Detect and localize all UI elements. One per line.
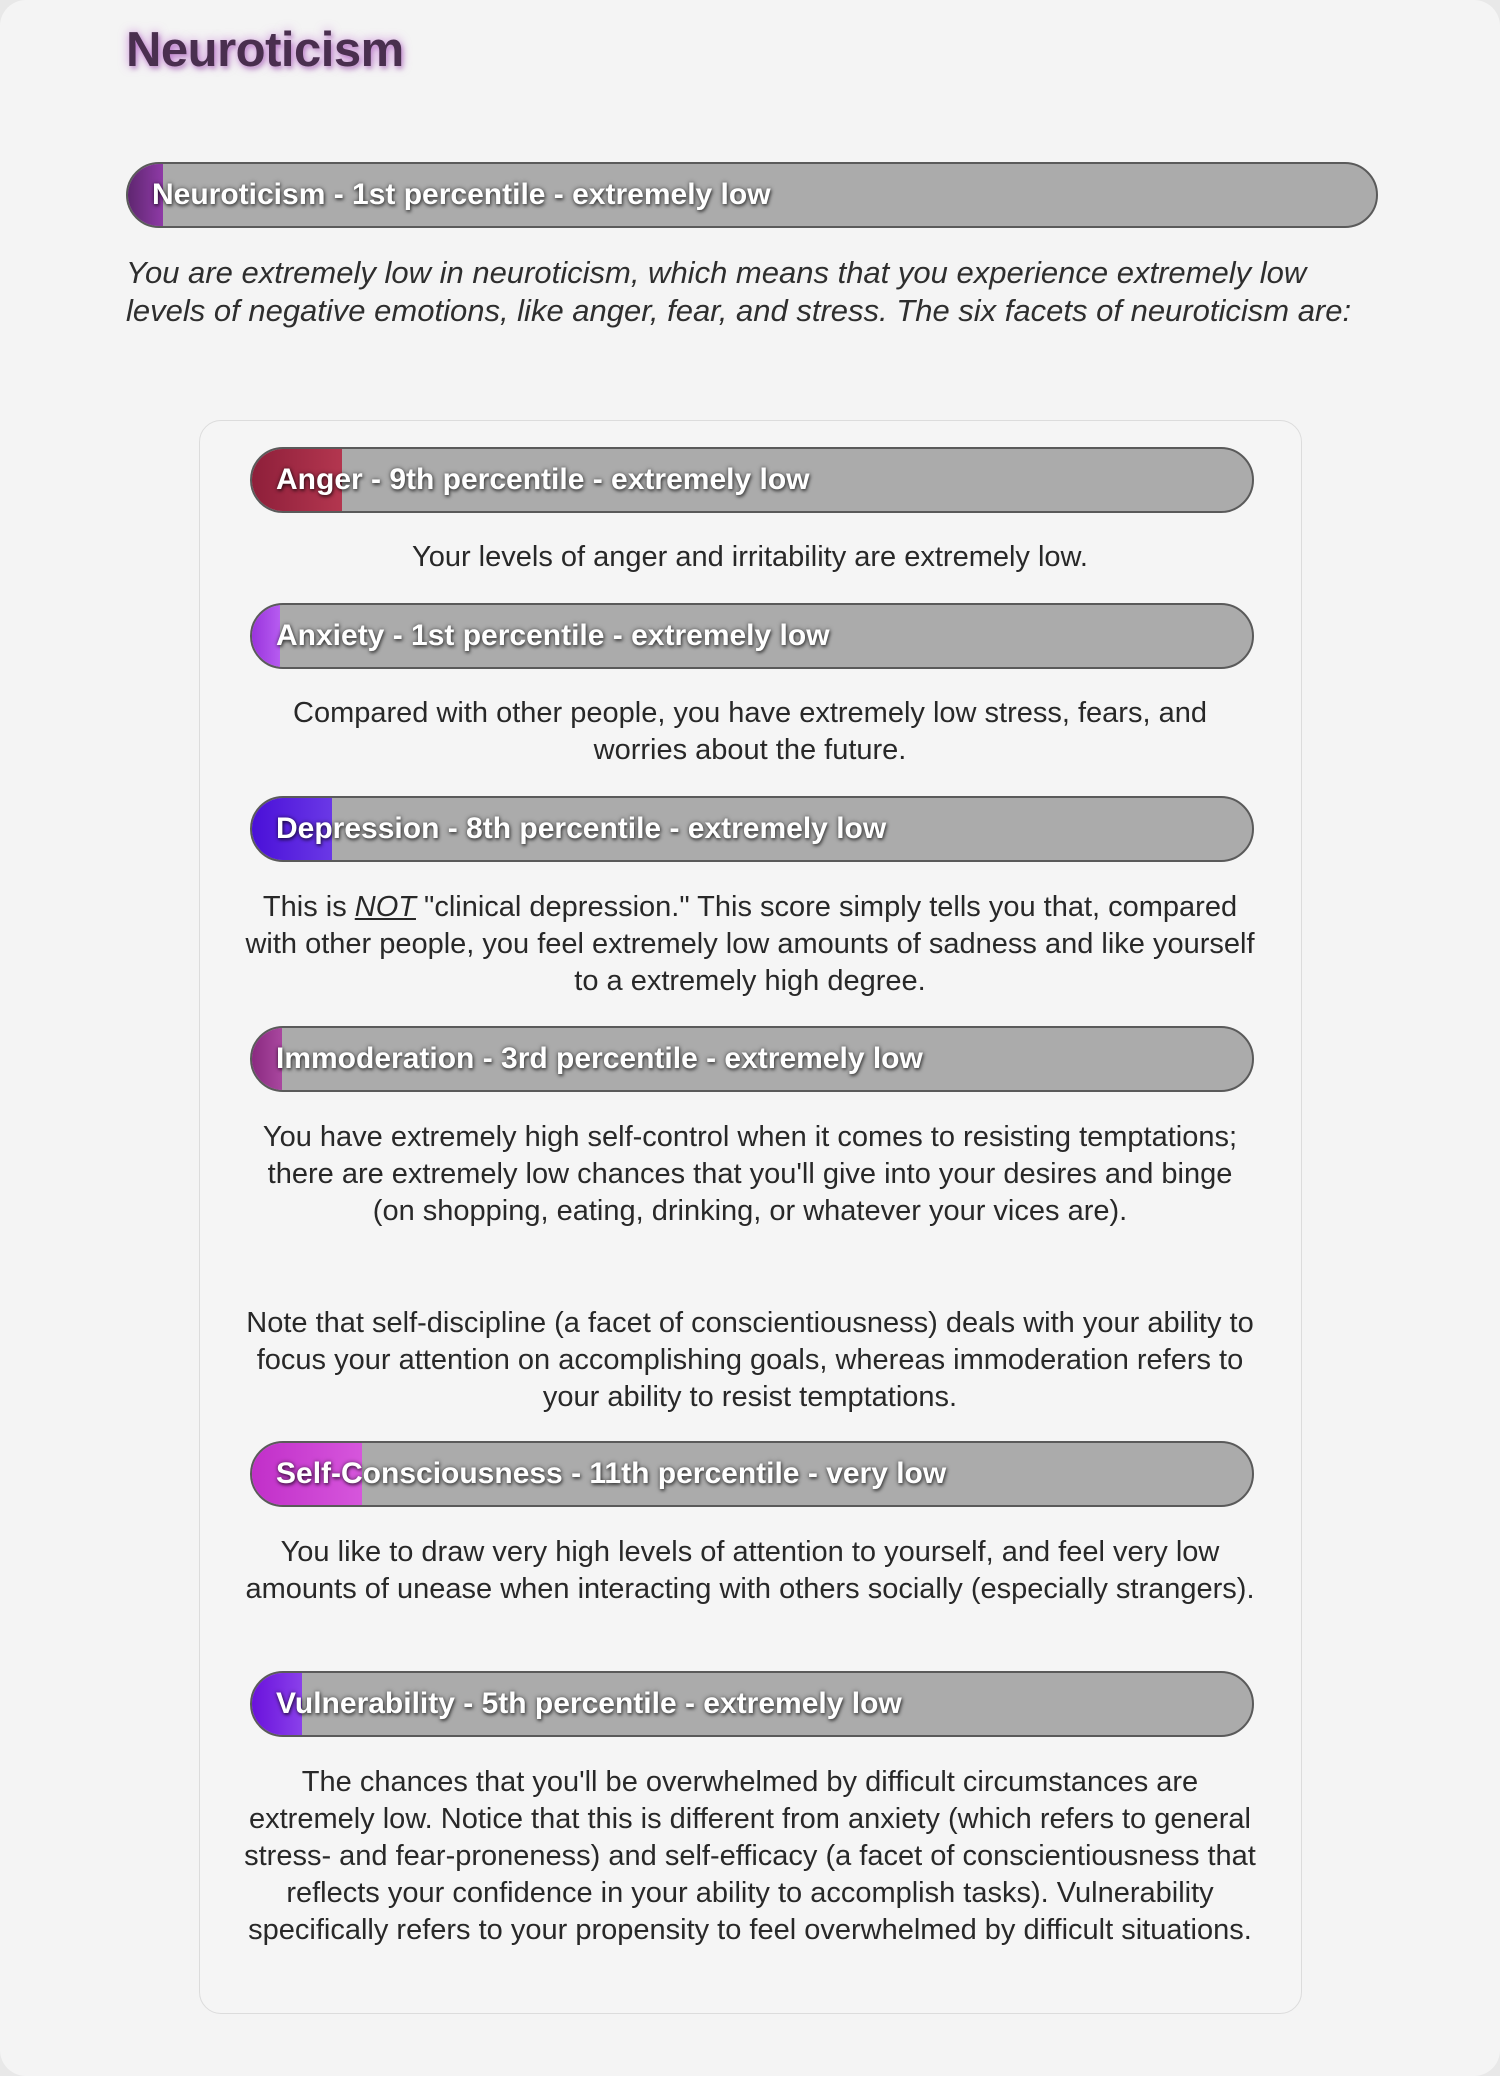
depression-score-bar: [250, 796, 1254, 862]
depression-not-emphasis: NOT: [354, 891, 416, 923]
immoderation-note: Note that self-discipline (a facet of conscientiousness) deals with your ability to focus your attention on accomplishing goals, whereas immoderation refers to your ability to resist temptations.: [246, 1307, 1254, 1413]
vulnerability-score-label: Vulnerability - 5th percentile - extremely low: [276, 1687, 902, 1720]
neuroticism-score-bar: [126, 162, 1378, 228]
anxiety-score-label: Anxiety - 1st percentile - extremely low: [276, 619, 830, 652]
neuroticism-score-label: Neuroticism - 1st percentile - extremely low: [152, 178, 771, 211]
vulnerability-score-bar: [250, 1671, 1254, 1737]
anger-description: Your levels of anger and irritability are extremely low.: [412, 541, 1088, 573]
immoderation-description: You have extremely high self-control when it comes to resisting temptations; there are extremely low chances that you'll give into your desires and binge (on shopping, eating, drinking, or whatever your vices are).: [262, 1121, 1238, 1227]
depression-description-start: This is: [262, 891, 355, 923]
neuroticism-intro: You are extremely low in neuroticism, which means that you experience extremely low levels of negative emotions, like anger, fear, and stress. The six facets of neuroticism are:: [126, 255, 1352, 328]
self-consciousness-score-label: Self-Consciousness - 11th percentile - very low: [276, 1457, 947, 1490]
vulnerability-description: The chances that you'll be overwhelmed by difficult circumstances are extremely low. Notice that this is different from anxiety (which refers to general stress- and fear-proneness) and self-efficacy (a facet of conscientiousness that reflects your confidence in your ability to accomplish tasks). Vulnerability specifically refers to your propensity to feel overwhelmed by difficult situations.: [244, 1766, 1256, 1946]
depression-score-label: Depression - 8th percentile - extremely low: [276, 812, 887, 845]
anger-score-bar: [250, 447, 1254, 513]
anxiety-score-bar: [250, 603, 1254, 669]
anxiety-description: Compared with other people, you have extremely low stress, fears, and worries about the future.: [293, 697, 1207, 766]
immoderation-score-bar: [250, 1026, 1254, 1092]
page-title: Neuroticism: [126, 23, 404, 77]
depression-description: [244, 889, 1256, 1000]
anger-score-label: Anger - 9th percentile - extremely low: [276, 463, 810, 496]
self-consciousness-score-bar: [250, 1441, 1254, 1507]
depression-description-rest: "clinical depression." This score simply tells you that, compared with other people, you feel extremely low amounts of sadness and like yourself to a extremely high degree.: [245, 891, 1255, 997]
immoderation-score-label: Immoderation - 3rd percentile - extremely low: [276, 1042, 923, 1075]
self-consciousness-description: You like to draw very high levels of attention to yourself, and feel very low amounts of unease when interacting with others socially (especially strangers).: [245, 1536, 1255, 1605]
